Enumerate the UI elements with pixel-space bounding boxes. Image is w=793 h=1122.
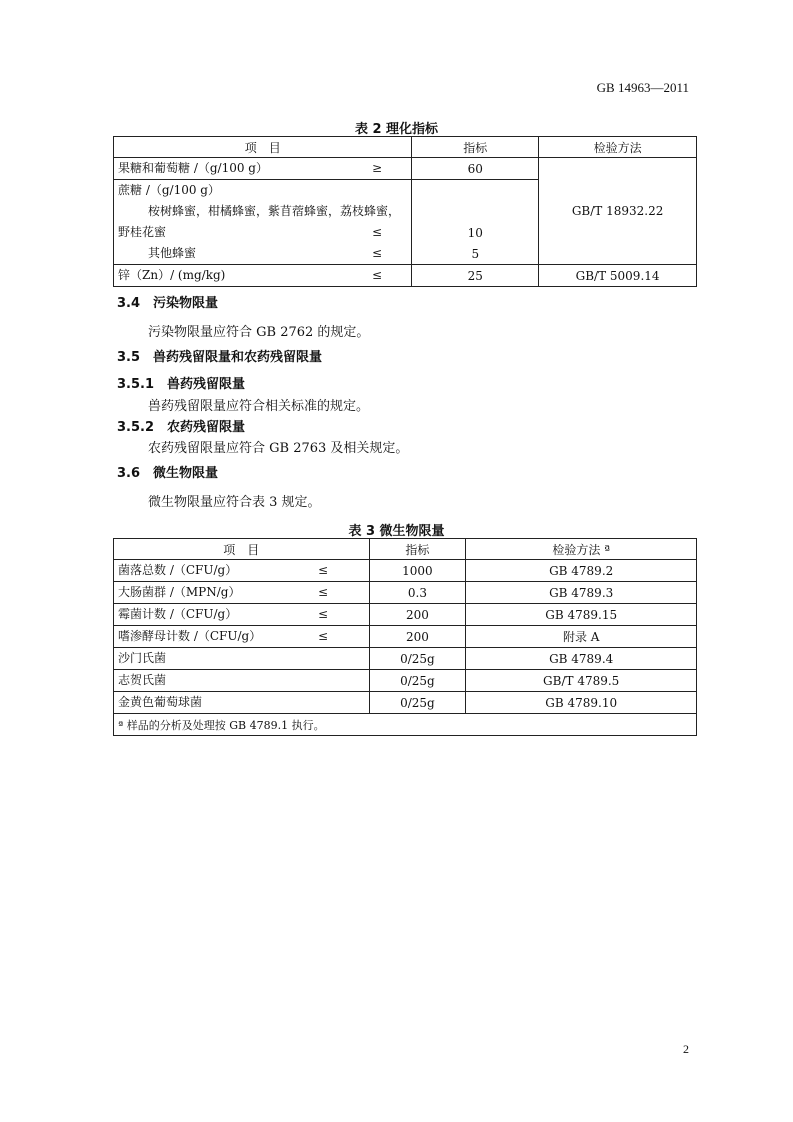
section-3-4-title: 3.4 污染物限量: [117, 296, 219, 311]
section-3-4-text: 污染物限量应符合 GB 2762 的规定。: [148, 325, 370, 340]
table3: [113, 538, 697, 736]
table-row: [114, 626, 697, 648]
row-method: GB 4789.4: [466, 648, 697, 670]
row-label: 嗜渗酵母计数 /（CFU/g）: [118, 629, 262, 643]
page-number: 2: [683, 1042, 689, 1056]
standard-number: GB 14963—2011: [596, 80, 689, 95]
row-method: GB 4789.15: [466, 604, 697, 626]
table2-header-value: 指标: [412, 137, 539, 158]
section-3-5-1-text: 兽药残留限量应符合相关标准的规定。: [148, 399, 370, 414]
row-method: 附录 A: [466, 626, 697, 648]
row-value: 5: [412, 243, 539, 265]
section-3-5-2-text: 农药残留限量应符合 GB 2763 及相关规定。: [148, 441, 409, 456]
section-3-6-text: 微生物限量应符合表 3 规定。: [148, 495, 321, 510]
row-value: 0/25g: [369, 692, 466, 714]
row-label: 果糖和葡萄糖 /（g/100 g）: [118, 161, 268, 175]
row-value: 200: [369, 604, 466, 626]
row-label: 野桂花蜜: [118, 225, 167, 239]
row-value: 0/25g: [369, 648, 466, 670]
row-label: 蔗糖 /（g/100 g）: [118, 183, 220, 197]
table3-header-value: 指标: [369, 539, 466, 560]
row-label: 大肠菌群 /（MPN/g）: [118, 585, 241, 599]
row-value: 0.3: [369, 582, 466, 604]
table-row: [114, 265, 697, 287]
table-row: [114, 582, 697, 604]
row-label: 金黄色葡萄球菌: [118, 695, 203, 709]
row-label: 霉菌计数 /（CFU/g）: [118, 607, 238, 621]
section-3-5-2-title: 3.5.2 农药残留限量: [117, 420, 246, 435]
table-row: [114, 670, 697, 692]
row-method: GB/T 4789.5: [466, 670, 697, 692]
section-3-6-title: 3.6 微生物限量: [117, 466, 219, 481]
comparison-symbol: ≤: [372, 246, 383, 260]
comparison-symbol: ≤: [372, 225, 383, 239]
comparison-symbol: ≤: [318, 607, 329, 621]
row-label: 菌落总数 /（CFU/g）: [118, 563, 238, 577]
row-value: 0/25g: [369, 670, 466, 692]
table2-header-item: 项 目: [114, 137, 412, 158]
table-row: [114, 560, 697, 582]
row-value: 60: [412, 158, 539, 180]
row-value: 10: [412, 222, 539, 243]
table3-header-method: 检验方法 ª: [466, 539, 697, 560]
row-label: 其他蜂蜜: [148, 246, 197, 260]
comparison-symbol: ≤: [318, 585, 329, 599]
table-row: [114, 604, 697, 626]
table2-header-row: [114, 137, 697, 158]
row-method: GB 4789.3: [466, 582, 697, 604]
row-value: 1000: [369, 560, 466, 582]
row-method: GB 4789.10: [466, 692, 697, 714]
table2-caption: 表 2 理化指标: [354, 122, 439, 137]
table2: [113, 136, 697, 287]
comparison-symbol: ≤: [372, 268, 383, 282]
comparison-symbol: ≥: [372, 161, 383, 175]
table3-caption: 表 3 微生物限量: [348, 524, 445, 539]
table3-header-row: [114, 539, 697, 560]
comparison-symbol: ≤: [318, 563, 329, 577]
table-row: [114, 158, 697, 180]
table3-footnote-row: [114, 714, 697, 736]
table-row: [114, 692, 697, 714]
row-label: 桉树蜂蜜，柑橘蜂蜜，紫苜蓿蜂蜜，荔枝蜂蜜，: [148, 204, 401, 218]
merged-method-cell: GB/T 18932.22: [539, 158, 697, 265]
table3-header-item: 项 目: [114, 539, 370, 560]
comparison-symbol: ≤: [318, 629, 329, 643]
row-value: 25: [412, 265, 539, 287]
table-row: [114, 648, 697, 670]
section-3-5-title: 3.5 兽药残留限量和农药残留限量: [117, 350, 323, 365]
row-label: 沙门氏菌: [118, 651, 167, 665]
row-label: 锌（Zn）/ (mg/kg): [118, 268, 226, 282]
row-value: 200: [369, 626, 466, 648]
section-3-5-1-title: 3.5.1 兽药残留限量: [117, 377, 246, 392]
table3-footnote: ª 样品的分析及处理按 GB 4789.1 执行。: [114, 714, 697, 736]
table2-header-method: 检验方法: [539, 137, 697, 158]
row-method: GB/T 5009.14: [539, 265, 697, 287]
row-method: GB 4789.2: [466, 560, 697, 582]
row-label: 志贺氏菌: [118, 673, 167, 687]
